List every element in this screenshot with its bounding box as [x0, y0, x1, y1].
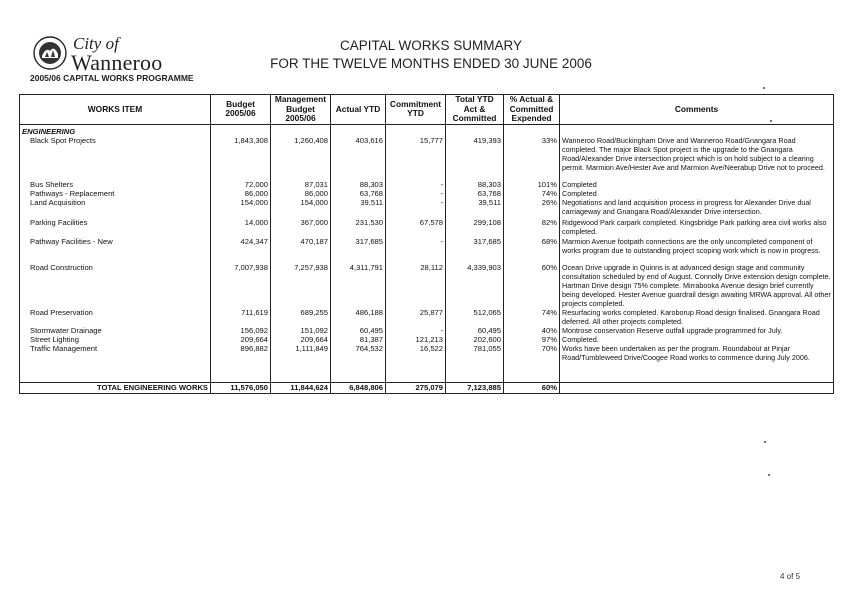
- table-row: [20, 344, 834, 362]
- total-ytd-value: 512,065: [446, 308, 504, 326]
- works-item: Pathways - Replacement: [20, 189, 211, 198]
- budget-value: 1,843,308: [211, 136, 271, 180]
- total-ytd-value: 317,685: [446, 237, 504, 263]
- comment-text: Wanneroo Road/Buckingham Drive and Wanneroo Road/Gnangara Road completed. The major Black Spot project is the upgrade to the Gnangara Road/Alexander Drive intersection project which is on hold subject to a clearing permit. Marmion Ave/Hester Ave and Marmion Ave/Neerabup Drive not to proceed.: [560, 136, 834, 180]
- budget-value: 424,347: [211, 237, 271, 263]
- total-ytd-value: 299,108: [446, 218, 504, 237]
- pct-expended-value: 60%: [504, 263, 560, 308]
- works-item: Land Acquisition: [20, 198, 211, 218]
- pct-expended-value: 70%: [504, 344, 560, 362]
- budget-value: 711,619: [211, 308, 271, 326]
- total-ytd: 7,123,885: [446, 382, 504, 393]
- table-row: [20, 198, 834, 218]
- mgmt-budget-value: 470,187: [271, 237, 331, 263]
- actual-ytd-value: 231,530: [331, 218, 386, 237]
- works-item: Stormwater Drainage: [20, 326, 211, 335]
- scan-speck: [764, 441, 766, 443]
- commitment-value: -: [386, 237, 446, 263]
- works-item: Road Construction: [20, 263, 211, 308]
- comment-text: Resurfacing works completed. Karoborup Road design finalised. Gnangara Road deferred. All other projects completed.: [560, 308, 834, 326]
- pct-expended-value: 74%: [504, 308, 560, 326]
- total-ytd-value: 88,303: [446, 180, 504, 189]
- total-actual-ytd: 6,848,806: [331, 382, 386, 393]
- section-row: [20, 124, 834, 136]
- comment-text: Completed: [560, 189, 834, 198]
- mgmt-budget-value: 209,664: [271, 335, 331, 344]
- commitment-value: 67,578: [386, 218, 446, 237]
- col-header-management-budget: Management Budget 2005/06: [271, 95, 331, 125]
- total-ytd-value: 4,339,903: [446, 263, 504, 308]
- table-row: [20, 218, 834, 237]
- comment-text: Completed.: [560, 335, 834, 344]
- total-ytd-value: 419,393: [446, 136, 504, 180]
- works-item: Traffic Management: [20, 344, 211, 362]
- logo-city-text: City of: [73, 34, 119, 53]
- commitment-value: 15,777: [386, 136, 446, 180]
- table-spacer: [20, 362, 834, 383]
- capital-works-table: [19, 94, 834, 394]
- table-row: [20, 335, 834, 344]
- budget-value: 209,664: [211, 335, 271, 344]
- table-row: [20, 308, 834, 326]
- mgmt-budget-value: 367,000: [271, 218, 331, 237]
- page-subtitle: FOR THE TWELVE MONTHS ENDED 30 JUNE 2006: [270, 56, 592, 71]
- table-row: [20, 263, 834, 308]
- mgmt-budget-value: 86,000: [271, 189, 331, 198]
- scan-speck: [763, 87, 765, 89]
- table-row: [20, 326, 834, 335]
- mgmt-budget-value: 1,260,408: [271, 136, 331, 180]
- budget-value: 72,000: [211, 180, 271, 189]
- scan-speck: [770, 120, 772, 122]
- pct-expended-value: 33%: [504, 136, 560, 180]
- total-ytd-value: 63,768: [446, 189, 504, 198]
- commitment-value: 25,877: [386, 308, 446, 326]
- actual-ytd-value: 486,188: [331, 308, 386, 326]
- mgmt-budget-value: 154,000: [271, 198, 331, 218]
- table-row: [20, 237, 834, 263]
- page-title: CAPITAL WORKS SUMMARY: [339, 38, 523, 53]
- page-number: 4 of 5: [780, 572, 801, 581]
- commitment-value: -: [386, 180, 446, 189]
- budget-value: 7,007,938: [211, 263, 271, 308]
- budget-value: 86,000: [211, 189, 271, 198]
- col-header-works-item: WORKS ITEM: [20, 95, 211, 125]
- col-header-comments: Comments: [560, 95, 834, 125]
- mgmt-budget-value: 7,257,938: [271, 263, 331, 308]
- comment-text: Completed: [560, 180, 834, 189]
- comment-text: Ridgewood Park carpark completed. Kingsbridge Park parking area civil works also completed.: [560, 218, 834, 237]
- commitment-value: -: [386, 198, 446, 218]
- budget-value: 896,882: [211, 344, 271, 362]
- mgmt-budget-value: 1,111,849: [271, 344, 331, 362]
- works-item: Parking Facilities: [20, 218, 211, 237]
- commitment-value: -: [386, 326, 446, 335]
- total-pct-expended: 60%: [504, 382, 560, 393]
- commitment-value: 28,112: [386, 263, 446, 308]
- total-ytd-value: 781,055: [446, 344, 504, 362]
- mgmt-budget-value: 151,092: [271, 326, 331, 335]
- total-comment: [560, 382, 834, 393]
- works-item: Street Lighting: [20, 335, 211, 344]
- section-label: ENGINEERING: [20, 124, 211, 136]
- actual-ytd-value: 403,616: [331, 136, 386, 180]
- col-header-commitment-ytd: Commitment YTD: [386, 95, 446, 125]
- scan-speck: [768, 474, 770, 476]
- actual-ytd-value: 63,768: [331, 189, 386, 198]
- programme-label: 2005/06 CAPITAL WORKS PROGRAMME: [30, 73, 194, 83]
- table-header-row: [20, 95, 834, 125]
- commitment-value: 16,522: [386, 344, 446, 362]
- total-row: [20, 382, 834, 393]
- pct-expended-value: 68%: [504, 237, 560, 263]
- total-mgmt-budget: 11,844,624: [271, 382, 331, 393]
- works-item: Pathway Facilities - New: [20, 237, 211, 263]
- actual-ytd-value: 39,511: [331, 198, 386, 218]
- pct-expended-value: 82%: [504, 218, 560, 237]
- total-label: TOTAL ENGINEERING WORKS: [20, 382, 211, 393]
- commitment-value: 121,213: [386, 335, 446, 344]
- works-item: Road Preservation: [20, 308, 211, 326]
- pct-expended-value: 74%: [504, 189, 560, 198]
- actual-ytd-value: 81,387: [331, 335, 386, 344]
- pct-expended-value: 101%: [504, 180, 560, 189]
- logo-wanneroo-text: Wanneroo: [71, 50, 163, 75]
- mgmt-budget-value: 87,031: [271, 180, 331, 189]
- table-row: [20, 180, 834, 189]
- actual-ytd-value: 317,685: [331, 237, 386, 263]
- actual-ytd-value: 4,311,791: [331, 263, 386, 308]
- actual-ytd-value: 60,495: [331, 326, 386, 335]
- total-commitment: 275,079: [386, 382, 446, 393]
- comment-text: Ocean Drive upgrade in Quinns is at advanced design stage and community consultation scheduled by end of August. Connolly Drive extension design complete. Hartman Drive design 75% complete. Mirrabooka Avenue design brief currently being developed. Hester Avenue guardrail design awaiting MRWA approval. All other projects completed.: [560, 263, 834, 308]
- commitment-value: -: [386, 189, 446, 198]
- works-item: Bus Shelters: [20, 180, 211, 189]
- table-row: [20, 189, 834, 198]
- budget-value: 154,000: [211, 198, 271, 218]
- total-budget: 11,576,050: [211, 382, 271, 393]
- actual-ytd-value: 88,303: [331, 180, 386, 189]
- comment-text: Montrose conservation Reserve outfall upgrade programmed for July.: [560, 326, 834, 335]
- pct-expended-value: 97%: [504, 335, 560, 344]
- col-header-pct-expended: % Actual & Committed Expended: [504, 95, 560, 125]
- table-row: [20, 136, 834, 180]
- actual-ytd-value: 764,532: [331, 344, 386, 362]
- comment-text: Works have been undertaken as per the program. Roundabout at Pinjar Road/Tumbleweed Drive/Coogee Road works to commence during July 2006.: [560, 344, 834, 362]
- pct-expended-value: 26%: [504, 198, 560, 218]
- budget-value: 156,092: [211, 326, 271, 335]
- comment-text: Marmion Avenue footpath connections are the only uncompleted component of works program due to outstanding project scoping work which is now in progress.: [560, 237, 834, 263]
- col-header-budget: Budget 2005/06: [211, 95, 271, 125]
- comment-text: Negotiations and land acquisition process in progress for Alexander Drive dual carriageway and Gnangara Road/Alexander Drive intersection.: [560, 198, 834, 218]
- total-ytd-value: 39,511: [446, 198, 504, 218]
- col-header-total-ytd: Total YTD Act & Committed: [446, 95, 504, 125]
- col-header-actual-ytd: Actual YTD: [331, 95, 386, 125]
- mgmt-budget-value: 689,255: [271, 308, 331, 326]
- budget-value: 14,000: [211, 218, 271, 237]
- total-ytd-value: 202,600: [446, 335, 504, 344]
- pct-expended-value: 40%: [504, 326, 560, 335]
- works-item: Black Spot Projects: [20, 136, 211, 180]
- total-ytd-value: 60,495: [446, 326, 504, 335]
